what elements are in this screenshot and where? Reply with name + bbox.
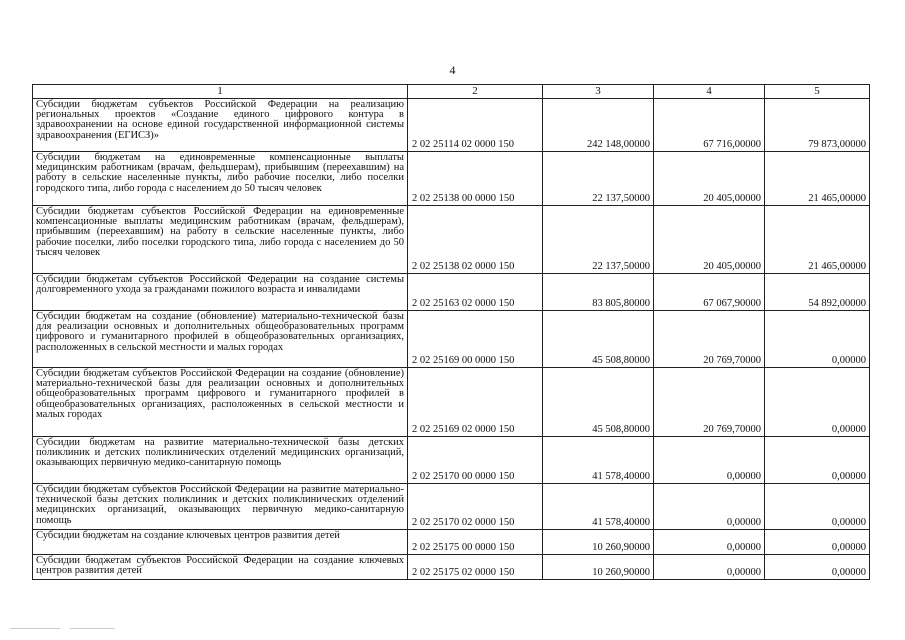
description-cell: Субсидии бюджетам на единовременные компенсационные выплаты медицинским работникам (врачам, фельдшерам), прибывшим (переехавшим) на работу в сельские населенные пункты, либо рабочие поселки, либо поселки городского типа, либо города с населением до 50 тысяч человек [33,152,408,206]
page-number: 4 [449,63,456,77]
value-cell-3: 22 137,50000 [543,206,654,274]
value-cell-4: 20 405,00000 [654,152,765,206]
header-cell: 2 [408,85,543,99]
value-cell-5: 79 873,00000 [765,99,870,152]
value-cell-4: 0,00000 [654,484,765,530]
code-cell: 2 02 25175 02 0000 150 [408,555,543,580]
value-cell-4: 0,00000 [654,437,765,484]
table-row [33,484,870,530]
code-cell: 2 02 25170 02 0000 150 [408,484,543,530]
table-row [33,368,870,437]
description-cell: Субсидии бюджетам на создание ключевых центров развития детей [33,530,408,555]
page-footer-marks [0,620,905,640]
table-row [33,311,870,368]
header-cell: 3 [543,85,654,99]
value-cell-3: 242 148,00000 [543,99,654,152]
value-cell-5: 54 892,00000 [765,274,870,311]
table-row [33,99,870,152]
scan-mark [70,628,115,629]
header-cell: 5 [765,85,870,99]
value-cell-4: 0,00000 [654,555,765,580]
value-cell-4: 20 405,00000 [654,206,765,274]
value-cell-5: 0,00000 [765,555,870,580]
value-cell-3: 41 578,40000 [543,437,654,484]
code-cell: 2 02 25170 00 0000 150 [408,437,543,484]
description-cell: Субсидии бюджетам субъектов Российской Федерации на единовременные компенсационные выплаты медицинским работникам (врачам, фельдшерам), прибывшим (переехавшим) на работу в сельские населенные пункты, либо рабочие поселки, либо поселки городского типа, либо города с населением до 50 тысяч человек [33,206,408,274]
table-row [33,152,870,206]
value-cell-5: 0,00000 [765,311,870,368]
header-cell: 4 [654,85,765,99]
value-cell-3: 83 805,80000 [543,274,654,311]
code-cell: 2 02 25138 02 0000 150 [408,206,543,274]
scan-mark [10,628,60,629]
table-row [33,555,870,580]
value-cell-3: 10 260,90000 [543,530,654,555]
header-row [33,85,870,99]
code-cell: 2 02 25169 02 0000 150 [408,368,543,437]
description-cell: Субсидии бюджетам субъектов Российской Федерации на создание ключевых центров развития детей [33,555,408,580]
table-row [33,437,870,484]
code-cell: 2 02 25163 02 0000 150 [408,274,543,311]
value-cell-3: 41 578,40000 [543,484,654,530]
value-cell-3: 10 260,90000 [543,555,654,580]
value-cell-4: 20 769,70000 [654,311,765,368]
description-cell: Субсидии бюджетам на создание (обновление) материально-технической базы для реализации основных и дополнительных общеобразовательных программ цифрового и гуманитарного профилей в общеобразовательных организациях, расположенных в сельской местности и малых городах [33,311,408,368]
description-cell: Субсидии бюджетам субъектов Российской Федерации на реализацию региональных проектов «Создание единого цифрового контура в здравоохранении на основе единой государственной информационной системы здравоохранения (ЕГИСЗ)» [33,99,408,152]
description-cell: Субсидии бюджетам субъектов Российской Федерации на создание (обновление) материально-технической базы для реализации основных и дополнительных общеобразовательных программ цифрового и гуманитарного профилей в общеобразовательных организациях, расположенных в сельской местности и малых городах [33,368,408,437]
value-cell-3: 45 508,80000 [543,368,654,437]
code-cell: 2 02 25175 00 0000 150 [408,530,543,555]
value-cell-4: 20 769,70000 [654,368,765,437]
table-row [33,206,870,274]
code-cell: 2 02 25114 02 0000 150 [408,99,543,152]
header-cell: 1 [33,85,408,99]
table-row [33,274,870,311]
value-cell-4: 0,00000 [654,530,765,555]
description-cell: Субсидии бюджетам субъектов Российской Федерации на развитие материально-технической базы детских поликлиник и детских поликлинических отделений медицинских организаций, оказывающих первичную медико-санитарную помощь [33,484,408,530]
value-cell-4: 67 716,00000 [654,99,765,152]
value-cell-3: 22 137,50000 [543,152,654,206]
value-cell-5: 0,00000 [765,530,870,555]
value-cell-5: 0,00000 [765,437,870,484]
value-cell-5: 21 465,00000 [765,152,870,206]
value-cell-3: 45 508,80000 [543,311,654,368]
value-cell-4: 67 067,90000 [654,274,765,311]
value-cell-5: 0,00000 [765,484,870,530]
code-cell: 2 02 25169 00 0000 150 [408,311,543,368]
budget-table [32,84,870,580]
value-cell-5: 21 465,00000 [765,206,870,274]
description-cell: Субсидии бюджетам субъектов Российской Федерации на создание системы долговременного ухода за гражданами пожилого возраста и инвалидами [33,274,408,311]
table-row [33,530,870,555]
code-cell: 2 02 25138 00 0000 150 [408,152,543,206]
value-cell-5: 0,00000 [765,368,870,437]
description-cell: Субсидии бюджетам на развитие материально-технической базы детских поликлиник и детских поликлинических отделений медицинских организаций, оказывающих первичную медико-санитарную помощь [33,437,408,484]
